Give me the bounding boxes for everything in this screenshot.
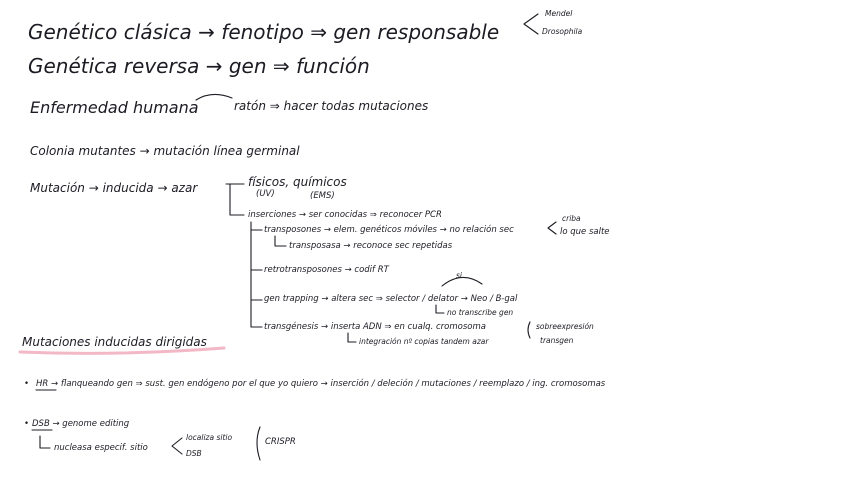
note-dsb: DSB: [186, 449, 202, 458]
line-genetica-clasica: Genético clásica → fenotipo ⇒ gen responsable: [28, 20, 500, 44]
note-fisicos: físicos, químicos: [248, 175, 347, 189]
note-si: si: [456, 271, 462, 280]
note-mendel: Mendel: [545, 9, 573, 18]
note-localiza: localiza sitio: [186, 433, 233, 442]
line-inserciones: inserciones → ser conocidas ⇒ reconocer PCR: [248, 210, 442, 220]
line-colonia: Colonia mutantes → mutación línea germinal: [30, 144, 300, 158]
heading-mutaciones-dirigidas: Mutaciones inducidas dirigidas: [22, 335, 207, 349]
line-transposones: transposones → elem. genéticos móviles → no relación sec: [264, 225, 514, 235]
line-genetica-reversa: Genética reversa → gen ⇒ función: [28, 54, 370, 78]
crispr-brace: [257, 427, 260, 460]
tree-main-branch: [251, 222, 262, 327]
mendel-bracket: [524, 14, 538, 34]
bullet-hr: •: [24, 379, 30, 389]
note-criba: criba: [562, 214, 581, 223]
line-gene-trapping: gen trapping → altera sec ⇒ selector / delator → Neo / B-gal: [264, 294, 518, 304]
note-uv: (UV): [256, 189, 275, 199]
line-transgenesis: transgénesis → inserta ADN ⇒ en cualq. cromosoma: [264, 322, 486, 332]
localiza-bracket: [172, 438, 182, 454]
hook-nucleasa: [40, 436, 50, 448]
line-hr: HR → flanqueando gen ⇒ sust. gen endógeno por el que yo quiero → inserción / deleción / mutaciones / reemplazo / ing. cromosomas: [36, 379, 606, 389]
line-nucleasa: nucleasa especif. sitio: [54, 443, 148, 453]
criba-bracket: [548, 222, 556, 234]
hook-no-transcribe: [436, 305, 444, 313]
note-crispr: CRISPR: [265, 437, 296, 447]
note-sobreexpresion: sobreexpresión: [536, 322, 594, 331]
tree-azar: [226, 184, 244, 215]
line-raton: ratón ⇒ hacer todas mutaciones: [234, 99, 429, 113]
bullet-dsb: •: [24, 419, 30, 429]
si-arc: [442, 277, 482, 286]
line-integracion: integración nº copias tandem azar: [359, 337, 489, 346]
line-transposasa: transposasa → reconoce sec repetidas: [289, 241, 453, 251]
line-mutacion-root: Mutación → inducida → azar: [30, 181, 198, 195]
line-enfermedad: Enfermedad humana: [30, 98, 199, 117]
note-ems: (EMS): [310, 191, 335, 201]
line-retrotransposones: retrotransposones → codif RT: [264, 265, 389, 275]
sobre-brace: [528, 322, 530, 338]
line-no-transcribe: no transcribe gen: [447, 308, 514, 317]
curved-arrow: [196, 94, 232, 100]
hook-transposasa: [275, 236, 286, 246]
note-lo-que-salte: lo que salte: [560, 227, 610, 237]
hook-integracion: [348, 333, 356, 342]
note-transgen: transgen: [540, 336, 574, 345]
note-drosophila: Drosophila: [542, 27, 583, 36]
line-dsb: DSB → genome editing: [32, 419, 130, 429]
